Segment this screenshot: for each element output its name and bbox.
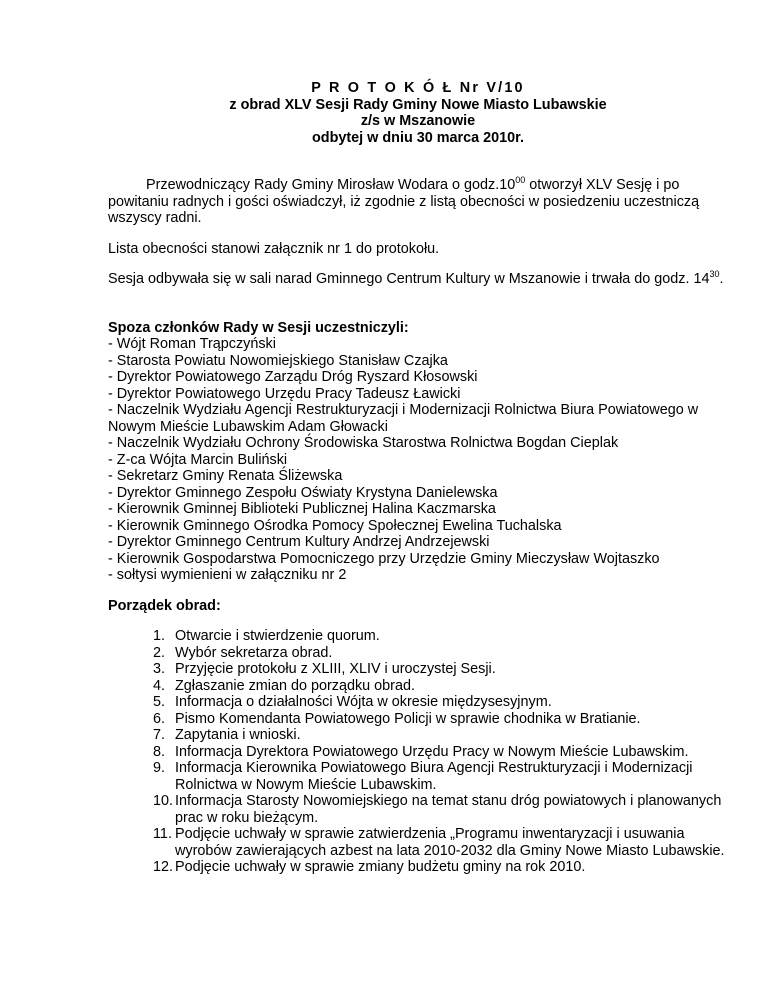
seat-line: z/s w Mszanowie: [360, 113, 476, 129]
guest-list-item: - sołtysi wymienieni w załączniku nr 2: [108, 567, 347, 583]
agenda-item-number: 9.: [153, 760, 166, 776]
venue-text-2: .: [719, 271, 724, 287]
guest-list-item: - Dyrektor Gminnego Zespołu Oświaty Krystyna Danielewska: [108, 484, 498, 501]
guest-list-item: - Z-ca Wójta Marcin Buliński: [108, 451, 288, 468]
session-title: z obrad XLV Sesji Rady Gminy Nowe Miasto Lubawskie: [229, 96, 607, 113]
agenda-item: [153, 727, 728, 744]
intro-text-2: otworzył XLV Sesję i po powitaniu radnych i gości oświadczył, iż zgodnie z listą obecności w posiedzeniu uczestniczą wszyscy radni.: [108, 177, 700, 226]
guest-list-item: - Dyrektor Powiatowego Urzędu Pracy Tadeusz Ławicki: [108, 385, 461, 402]
agenda-item: [153, 744, 728, 761]
intro-text-1: Przewodniczący Rady Gminy Mirosław Wodara o godz.10: [146, 177, 516, 193]
agenda-item-number: 6.: [153, 710, 166, 727]
agenda-item-text: Informacja o działalności Wójta w okresie międzysesyjnym.: [175, 694, 552, 710]
document-page: [108, 80, 728, 876]
guest-list-item: - Starosta Powiatu Nowomiejskiego Stanisław Czajka: [108, 352, 448, 369]
agenda-item-text: Wybór sekretarza obrad.: [175, 644, 333, 661]
venue-text-1: Sesja odbywała się w sali narad Gminnego Centrum Kultury w Mszanowie i trwała do godz. 14: [108, 271, 710, 287]
agenda-item-number: 12.: [153, 859, 174, 875]
agenda-item-number: 2.: [153, 644, 166, 661]
agenda-item-text: Informacja Dyrektora Powiatowego Urzędu Pracy w Nowym Mieście Lubawskim.: [175, 743, 689, 760]
agenda-title: Porządek obrad:: [108, 597, 221, 614]
agenda-section: [108, 598, 728, 876]
guests-title: Spoza członków Rady w Sesji uczestniczyli:: [108, 319, 409, 336]
agenda-item-text: Informacja Kierownika Powiatowego Biura Agencji Restrukturyzacji i Modernizacji Rolnictwa w Nowym Mieście Lubawskim.: [175, 760, 693, 793]
guest-list-item: - Dyrektor Gminnego Centrum Kultury Andrzej Andrzejewski: [108, 534, 490, 550]
agenda-item-number: 8.: [153, 743, 166, 760]
agenda-item-text: Otwarcie i stwierdzenie quorum.: [175, 628, 380, 644]
intro-paragraph: [108, 177, 728, 227]
agenda-item: [153, 661, 728, 678]
guest-list-item: - Kierownik Gminnego Ośrodka Pomocy Społecznej Ewelina Tuchalska: [108, 517, 562, 534]
agenda-item-number: 10.: [153, 793, 174, 809]
guest-list-item: - Sekretarz Gminy Renata Śliżewska: [108, 468, 343, 484]
agenda-item-text: Pismo Komendanta Powiatowego Policji w sprawie chodnika w Bratianie.: [175, 710, 641, 727]
guest-list-item: - Dyrektor Powiatowego Zarządu Dróg Ryszard Kłosowski: [108, 369, 478, 385]
agenda-item: [153, 694, 728, 711]
agenda-item-text: Podjęcie uchwały w sprawie zmiany budżetu gminy na rok 2010.: [175, 859, 586, 875]
agenda-item-number: 1.: [153, 628, 166, 644]
venue-time-sup: 30: [709, 269, 720, 279]
agenda-item-text: Zgłaszanie zmian do porządku obrad.: [175, 677, 415, 694]
agenda-item-text: Zapytania i wnioski.: [175, 727, 301, 743]
agenda-list: [108, 628, 728, 876]
agenda-item: [153, 645, 728, 662]
agenda-item-number: 11.: [153, 826, 172, 842]
agenda-item: [153, 711, 728, 728]
protocol-title: P R O T O K Ó Ł Nr V/10: [311, 80, 525, 96]
guest-list-item: - Kierownik Gminnej Biblioteki Publicznej Halina Kaczmarska: [108, 501, 496, 517]
intro-time-sup: 00: [515, 175, 526, 185]
agenda-item: [153, 628, 728, 645]
agenda-item-number: 5.: [153, 694, 166, 710]
attendance-paragraph: Lista obecności stanowi załącznik nr 1 do protokołu.: [108, 240, 440, 257]
agenda-item-number: 3.: [153, 661, 166, 677]
venue-paragraph: [108, 271, 728, 288]
guests-section: [108, 320, 728, 584]
agenda-item: [153, 678, 728, 695]
agenda-item-number: 4.: [153, 677, 166, 694]
agenda-item-number: 7.: [153, 727, 166, 743]
guests-list: [108, 336, 728, 584]
agenda-item-text: Przyjęcie protokołu z XLIII, XLIV i uroczystej Sesji.: [175, 661, 496, 677]
agenda-item: [153, 859, 728, 876]
agenda-item: [153, 826, 728, 859]
agenda-item-text: Podjęcie uchwały w sprawie zatwierdzenia „Programu inwentaryzacji i usuwania wyrobów zawierających azbest na lata 2010-2032 dla Gminy Nowe Miasto Lubawskie.: [175, 826, 725, 859]
agenda-item-text: Informacja Starosty Nowomiejskiego na temat stanu dróg powiatowych i planowanych prac w roku bieżącym.: [175, 793, 722, 826]
guest-list-item: - Wójt Roman Trąpczyński: [108, 336, 276, 352]
guest-list-item: - Naczelnik Wydziału Ochrony Środowiska Starostwa Rolnictwa Bogdan Cieplak: [108, 435, 619, 451]
agenda-item: [153, 793, 728, 826]
guest-list-item: - Kierownik Gospodarstwa Pomocniczego przy Urzędzie Gminy Mieczysław Wojtaszko: [108, 550, 660, 567]
document-header: [108, 80, 728, 146]
date-line: odbytej w dniu 30 marca 2010r.: [312, 129, 524, 146]
agenda-item: [153, 760, 728, 793]
guest-list-item: - Naczelnik Wydziału Agencji Restrukturyzacji i Modernizacji Rolnictwa Biura Powiatowego w Nowym Mieście Lubawskim Adam Głowacki: [108, 402, 699, 435]
